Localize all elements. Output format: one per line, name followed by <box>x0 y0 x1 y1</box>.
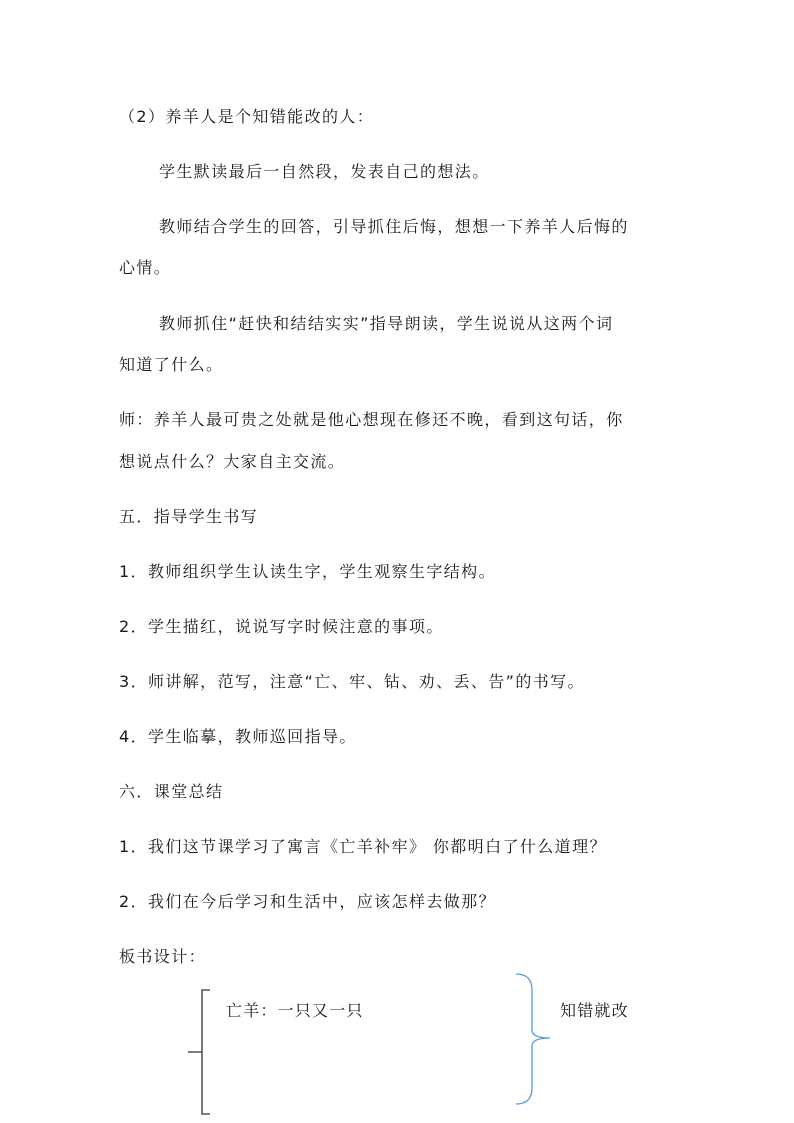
list-item: 1．教师组织学生认读生字，学生观察生字结构。 <box>119 562 496 581</box>
list-item: 2．学生描红，说说写字时候注意的事项。 <box>119 617 444 636</box>
right-brace <box>516 974 550 1104</box>
board-right-text: 知错就改 <box>560 1001 629 1020</box>
paragraph-line: 师：养羊人最可贵之处就是他心想现在修还不晚，看到这句话，你 <box>119 410 624 429</box>
left-bracket <box>188 990 210 1114</box>
list-item: 3．师讲解，范写，注意“亡、牢、钻、劝、丢、告”的书写。 <box>119 672 585 691</box>
paragraph-line: 想说点什么？大家自主交流。 <box>119 452 346 471</box>
paragraph-line: 教师抓住“赶快和结结实实”指导朗读，学生说说从这两个词 <box>159 314 614 333</box>
board-design-label: 板书设计： <box>119 947 207 966</box>
section-heading-5: 五．指导学生书写 <box>119 507 259 526</box>
paragraph-line: 心情。 <box>119 258 172 277</box>
paragraph-line: 知道了什么。 <box>119 355 224 374</box>
list-item: 2．我们在今后学习和生活中，应该怎样去做那？ <box>119 892 496 911</box>
section-heading-6: 六．课堂总结 <box>119 782 224 801</box>
list-item: 1．我们这节课学习了寓言《亡羊补牢》 你都明白了什么道理？ <box>119 837 607 856</box>
paragraph-line: 学生默读最后一自然段，发表自己的想法。 <box>159 162 490 181</box>
paragraph-line: 教师结合学生的回答，引导抓住后悔，想想一下养羊人后悔的 <box>159 217 629 236</box>
list-item: 4．学生临摹，教师巡回指导。 <box>119 727 357 746</box>
section-heading-2: （2）养羊人是个知错能改的人： <box>119 107 375 126</box>
board-left-text: 亡羊：一只又一只 <box>226 1001 364 1020</box>
